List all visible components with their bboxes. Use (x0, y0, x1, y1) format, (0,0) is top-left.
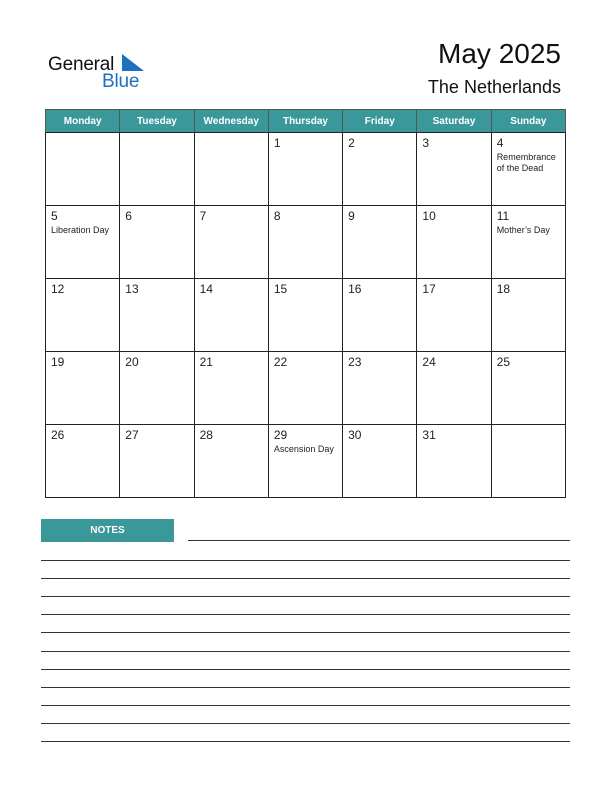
country-title: The Netherlands (427, 77, 561, 97)
weekday-friday: Friday (343, 110, 417, 133)
notes-label: NOTES (41, 519, 174, 542)
notes-line (41, 723, 570, 724)
brand-logo (48, 52, 158, 92)
day-cell (343, 352, 417, 425)
day-number: 28 (199, 428, 213, 442)
holiday-label: Mother’s Day (496, 225, 550, 235)
day-number: 13 (125, 282, 139, 296)
weekday-monday: Monday (46, 110, 120, 133)
day-number: 29 (273, 428, 288, 442)
weekday-saturday: Saturday (417, 110, 491, 133)
notes-line (41, 705, 570, 706)
day-number: 18 (496, 282, 511, 296)
week-row (46, 206, 566, 279)
notes-line (41, 741, 570, 742)
day-cell (417, 425, 491, 498)
calendar-grid (45, 109, 566, 498)
day-cell (417, 279, 491, 352)
day-cell (194, 133, 268, 206)
day-cell (268, 206, 342, 279)
notes-line (41, 687, 570, 688)
day-number: 15 (273, 282, 288, 296)
notes-line (41, 632, 570, 633)
day-number: 31 (422, 428, 436, 442)
day-number: 25 (496, 355, 511, 369)
day-cell (194, 279, 268, 352)
day-cell (491, 206, 565, 279)
logo-word-general: General (48, 54, 115, 75)
day-cell (268, 279, 342, 352)
day-number: 16 (348, 282, 362, 296)
calendar-body (46, 133, 566, 498)
day-number: 1 (273, 136, 281, 150)
day-number: 11 (496, 209, 510, 223)
day-number: 14 (199, 282, 213, 296)
day-cell (491, 279, 565, 352)
holiday-label: Liberation Day (51, 225, 110, 235)
logo-triangle-icon (120, 54, 144, 71)
day-cell (46, 133, 120, 206)
day-cell (120, 206, 194, 279)
month-year-title: May 2025 (438, 38, 561, 69)
day-cell (120, 352, 194, 425)
day-cell (120, 279, 194, 352)
day-number: 27 (125, 428, 139, 442)
day-number: 19 (51, 355, 65, 369)
day-number: 30 (348, 428, 362, 442)
notes-line (41, 560, 570, 561)
day-cell (46, 352, 120, 425)
day-number: 4 (496, 136, 504, 150)
day-cell (194, 206, 268, 279)
day-number: 2 (348, 136, 355, 150)
day-cell (194, 425, 268, 498)
week-row (46, 352, 566, 425)
day-number: 24 (422, 355, 436, 369)
notes-line (188, 540, 570, 541)
weekday-tuesday: Tuesday (120, 110, 194, 133)
notes-line (41, 596, 570, 597)
day-number: 23 (348, 355, 362, 369)
day-cell (491, 133, 565, 206)
day-number: 10 (422, 209, 436, 223)
day-cell (343, 206, 417, 279)
day-cell (46, 279, 120, 352)
logo-word-blue: Blue (102, 71, 140, 92)
weekday-sunday: Sunday (491, 110, 565, 133)
day-cell (46, 425, 120, 498)
day-cell (268, 425, 342, 498)
holiday-label: Ascension Day (273, 444, 334, 454)
notes-line (41, 578, 570, 579)
notes-line (41, 614, 570, 615)
weekday-thursday: Thursday (268, 110, 342, 133)
day-cell (343, 425, 417, 498)
day-cell (268, 352, 342, 425)
day-cell (343, 133, 417, 206)
day-cell (343, 279, 417, 352)
day-number: 9 (348, 209, 355, 223)
day-cell (46, 206, 120, 279)
day-cell (417, 206, 491, 279)
day-number: 5 (51, 209, 58, 223)
day-cell (194, 352, 268, 425)
week-row (46, 133, 566, 206)
day-number: 22 (273, 355, 288, 369)
day-number: 26 (51, 428, 65, 442)
day-number: 6 (125, 209, 132, 223)
day-cell (491, 425, 565, 498)
week-row (46, 279, 566, 352)
day-number: 3 (422, 136, 430, 150)
day-cell (120, 425, 194, 498)
holiday-label: Remembrance of the Dead (496, 152, 556, 173)
day-cell (417, 133, 491, 206)
weekday-header-row (46, 110, 566, 133)
week-row (46, 425, 566, 498)
day-cell (120, 133, 194, 206)
notes-line (41, 651, 570, 652)
notes-line (41, 669, 570, 670)
weekday-wednesday: Wednesday (194, 110, 268, 133)
day-number: 8 (273, 209, 281, 223)
day-number: 20 (125, 355, 139, 369)
day-number: 12 (51, 282, 65, 296)
day-number: 17 (422, 282, 436, 296)
day-number: 7 (199, 209, 207, 223)
day-cell (268, 133, 342, 206)
day-cell (491, 352, 565, 425)
day-number: 21 (199, 355, 213, 369)
day-cell (417, 352, 491, 425)
